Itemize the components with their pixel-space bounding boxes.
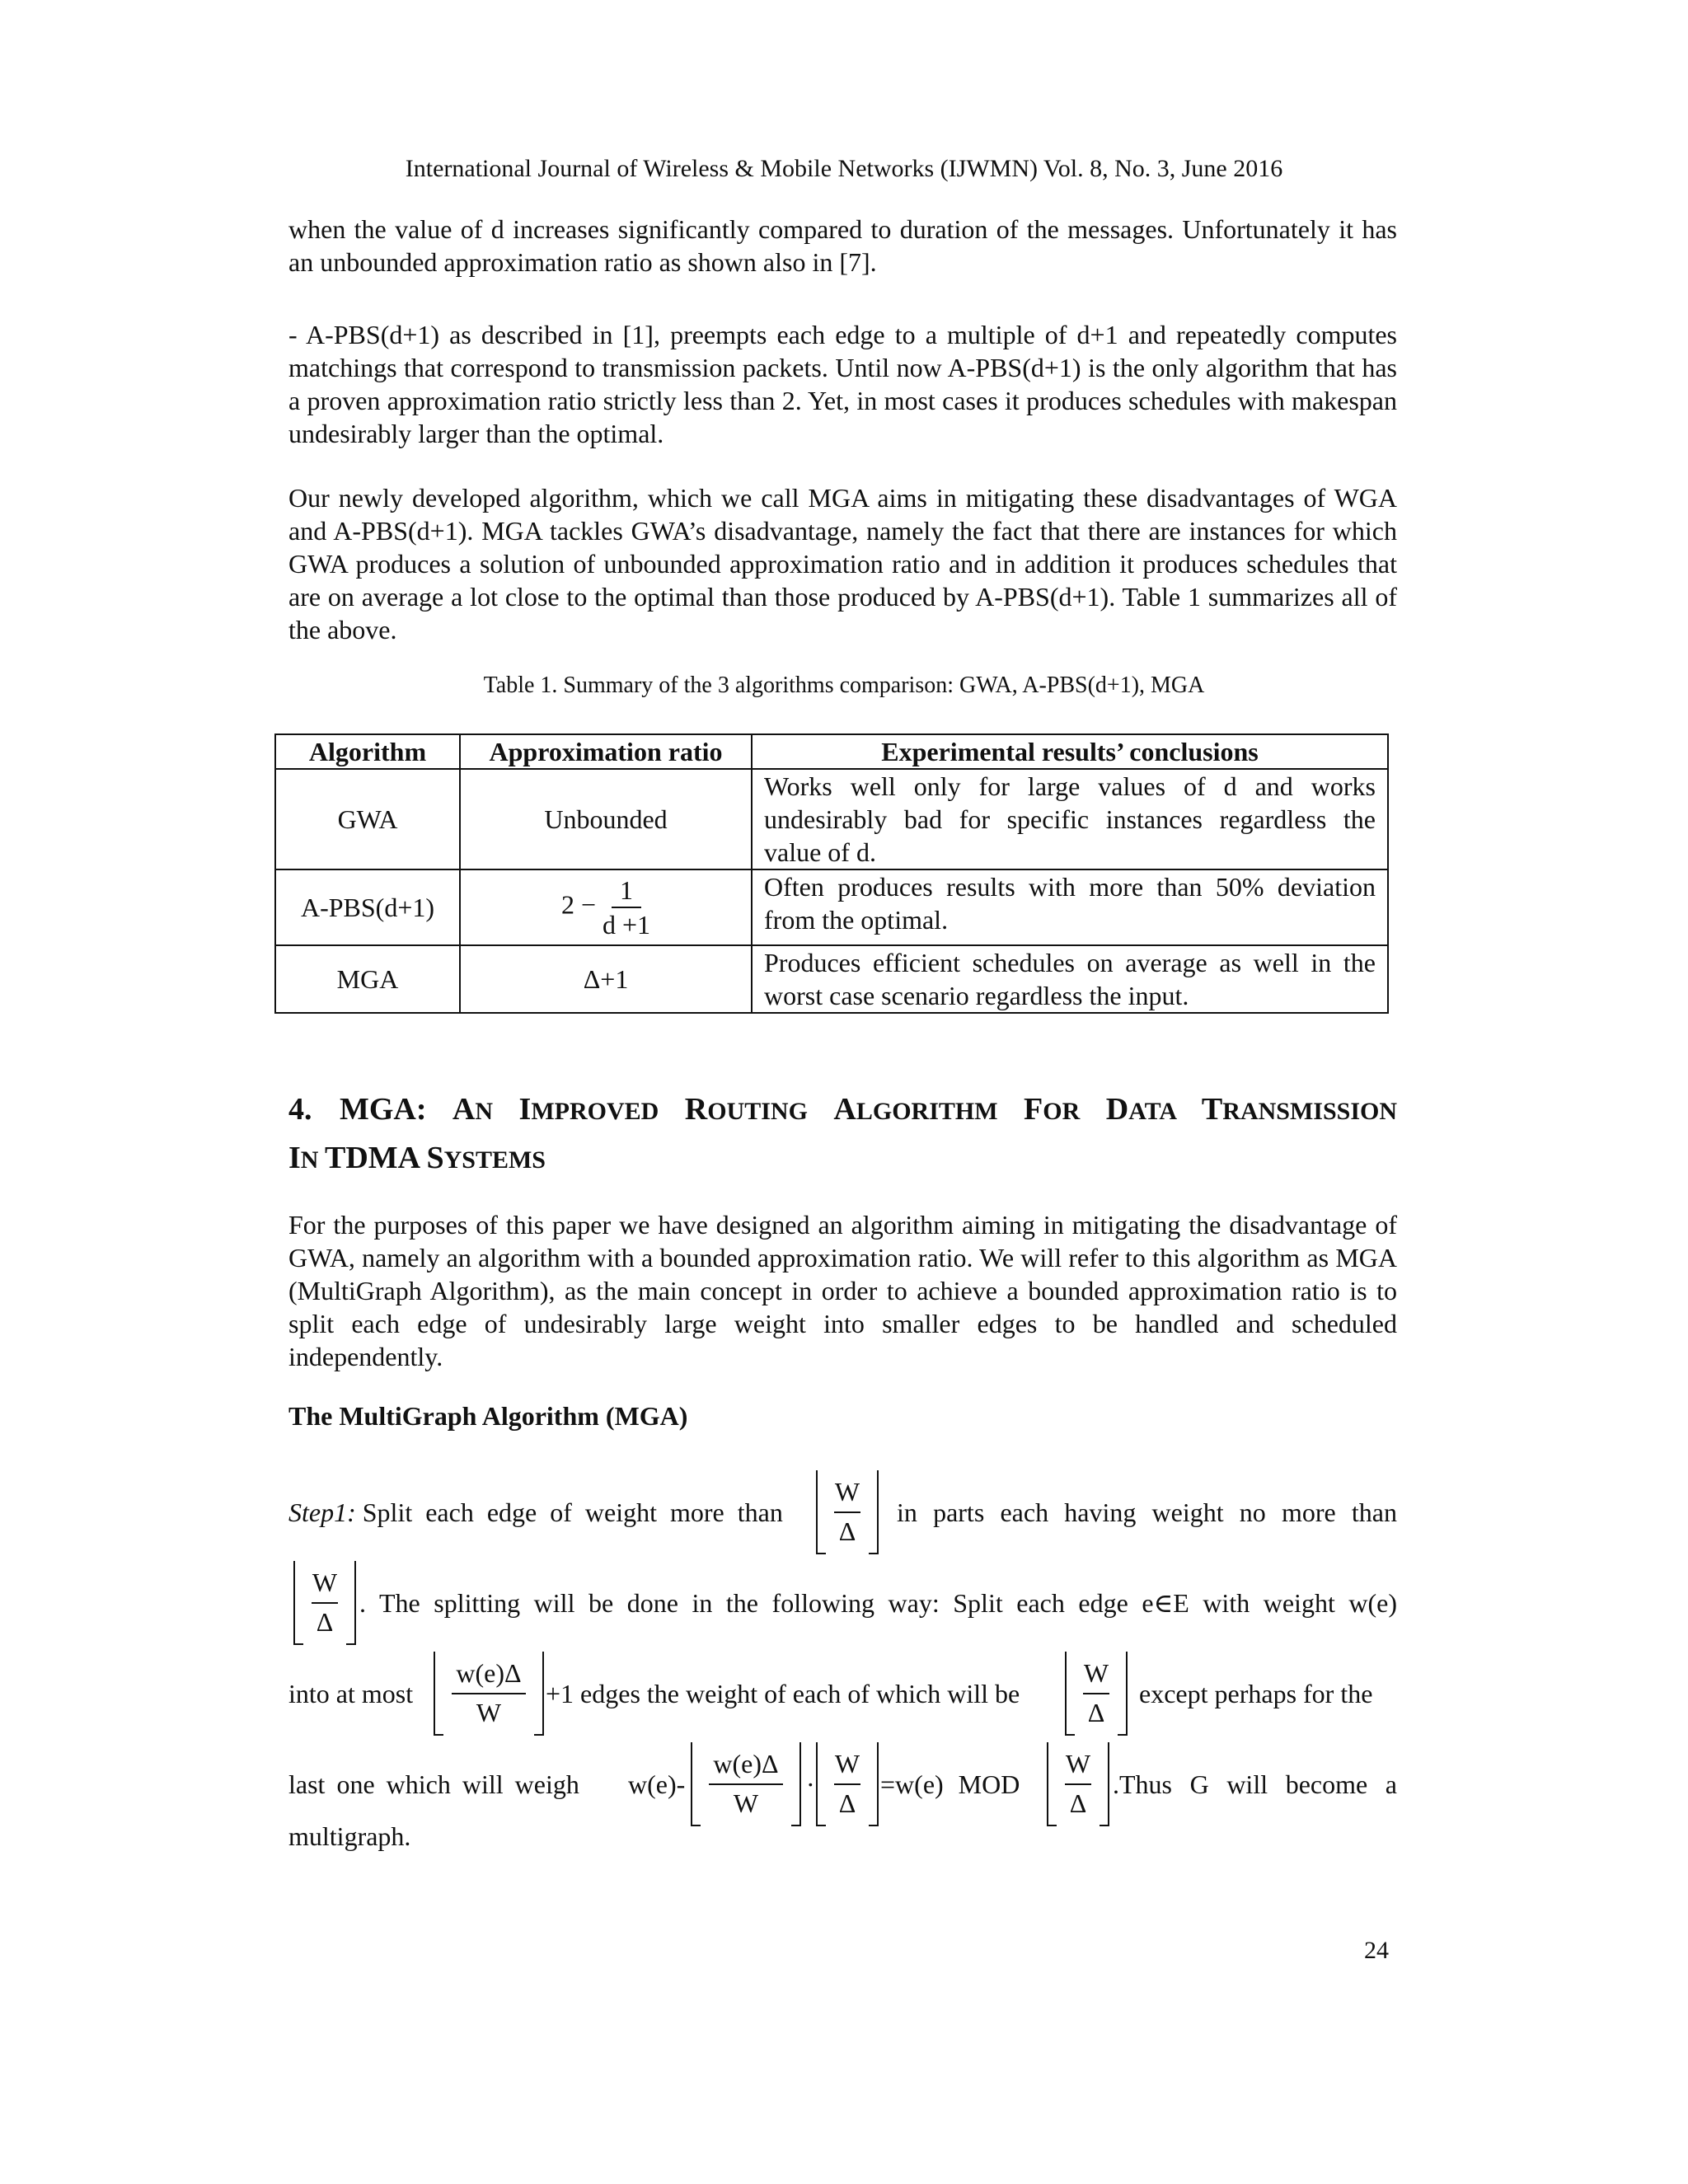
floor-fraction xyxy=(816,1739,879,1830)
step1-line-2 xyxy=(288,1558,1397,1648)
floor-fraction xyxy=(691,1739,801,1830)
heading-line-2 xyxy=(288,1135,1397,1183)
heading-smallcaps: ATA xyxy=(1128,1098,1202,1125)
cell-conclusion: Produces efficient schedules on average as well in the worst case scenario regardless the input. xyxy=(752,945,1388,1013)
summary-table xyxy=(274,733,1389,1014)
table-row xyxy=(275,869,1388,945)
paragraph-1: when the value of d increases significantly compared to duration of the messages. Unfortunately it has an unbounded approximation ratio as shown also in [7]. xyxy=(288,214,1397,277)
fraction-numerator: W xyxy=(1065,1749,1091,1779)
cell-ratio: Δ+1 xyxy=(460,945,752,1013)
fraction-numerator: W xyxy=(312,1568,338,1597)
fraction-numerator: w(e)Δ xyxy=(713,1749,779,1779)
fraction-numerator: W xyxy=(834,1749,860,1779)
page-number: 24 xyxy=(1364,1937,1389,1964)
fraction-denominator: W xyxy=(476,1698,502,1727)
cell-algorithm: MGA xyxy=(275,945,460,1013)
cell-algorithm: A-PBS(d+1) xyxy=(275,869,460,945)
fraction-denominator: Δ xyxy=(838,1788,856,1818)
heading-smallcaps: N xyxy=(300,1146,325,1174)
step1-line-4 xyxy=(288,1739,1397,1830)
paragraph-2: - A-PBS(d+1) as described in [1], preempts each edge to a multiple of d+1 and repeatedly computes matchings that correspond to transmission packets. Until now A-PBS(d+1) is the only algorithm that has a proven approximation ratio strictly less than 2. Yet, in most cases it produces schedules with makespan undesirably larger than the optimal. xyxy=(288,320,1397,448)
heading-smallcaps: RANSMISSION xyxy=(1222,1098,1397,1125)
ratio-fraction xyxy=(603,874,650,941)
step1-text: . The splitting will be done in the following way: Split each edge e∈E with weight w(e) xyxy=(359,1588,1397,1618)
heading-smallcaps: OUTING xyxy=(707,1098,834,1125)
paragraph-4: For the purposes of this paper we have designed an algorithm aiming in mitigating the disadvantage of GWA, namely an algorithm with a bounded approximation ratio. We will refer to this algorithm as MGA (MultiGraph Algorithm), as the main concept in order to achieve a bounded approximation ratio is to split each edge of undesirably large weight into smaller edges to be handled and scheduled independently. xyxy=(288,1210,1397,1371)
heading-smallcaps: N xyxy=(475,1098,519,1125)
heading-cap: D xyxy=(1105,1092,1129,1127)
heading-smallcaps: OR xyxy=(1043,1098,1106,1125)
step1-line-3 xyxy=(288,1648,1397,1739)
heading-cap: TDMA xyxy=(324,1141,427,1175)
section-number: 4. MGA: xyxy=(288,1092,452,1127)
heading-smallcaps: MPROVED xyxy=(531,1098,685,1125)
fraction-denominator: Δ xyxy=(1087,1698,1105,1727)
step1-text: .Thus G will become a xyxy=(1113,1769,1397,1799)
cell-conclusion: Works well only for large values of d and works undesirably bad for specific instances regardless the value of d. xyxy=(752,769,1388,869)
cell-algorithm: GWA xyxy=(275,769,460,869)
ratio-prefix: 2 − xyxy=(560,889,596,920)
step1-text-c xyxy=(359,1558,1397,1648)
heading-cap: T xyxy=(1201,1092,1223,1127)
heading-smallcaps: YSTEMS xyxy=(443,1146,546,1174)
journal-header: International Journal of Wireless & Mobile Networks (IJWMN) Vol. 8, No. 3, June 2016 xyxy=(405,155,1283,182)
step1-label: Step1: xyxy=(288,1497,356,1527)
step1-intro xyxy=(288,1467,783,1558)
heading-cap: A xyxy=(452,1092,476,1127)
fraction-numerator: W xyxy=(1083,1658,1109,1688)
fraction-numerator: W xyxy=(834,1477,860,1507)
step1-text: w(e)- xyxy=(628,1769,686,1799)
heading-smallcaps: LGORITHM xyxy=(856,1098,1025,1125)
header-algorithm: Algorithm xyxy=(275,734,460,769)
cell-ratio: Unbounded xyxy=(460,769,752,869)
floor-fraction xyxy=(1047,1739,1109,1830)
step1-text: into at most xyxy=(288,1678,414,1708)
fraction-denominator: Δ xyxy=(838,1516,856,1546)
subheading: The MultiGraph Algorithm (MGA) xyxy=(288,1401,688,1431)
table-row xyxy=(275,945,1388,1013)
floor-fraction xyxy=(434,1648,544,1739)
step1-text: +1 edges the weight of each of which will be xyxy=(546,1678,1020,1708)
heading-cap: I xyxy=(518,1092,532,1127)
step1-line-1 xyxy=(288,1467,1397,1558)
step1-text: except perhaps for the xyxy=(1139,1678,1373,1708)
step1-text: in parts each having weight no more than xyxy=(897,1497,1397,1527)
heading-cap: A xyxy=(833,1092,856,1127)
fraction-denominator: Δ xyxy=(1069,1788,1087,1818)
heading-cap: F xyxy=(1024,1092,1043,1127)
step1-text-k xyxy=(1113,1739,1397,1830)
fraction-denominator: Δ xyxy=(316,1607,334,1637)
floor-fraction xyxy=(816,1467,879,1558)
floor-fraction xyxy=(1065,1648,1128,1739)
multiply-dot: · xyxy=(806,1769,815,1799)
step1-text: last one which will weigh xyxy=(288,1769,579,1799)
cell-conclusion: Often produces results with more than 50% deviation from the optimal. xyxy=(752,869,1388,945)
header-conclusions: Experimental results’ conclusions xyxy=(752,734,1388,769)
cell-ratio xyxy=(460,869,752,945)
ratio-denominator: d +1 xyxy=(603,910,651,940)
table-caption: Table 1. Summary of the 3 algorithms comparison: GWA, A-PBS(d+1), MGA xyxy=(483,673,1205,698)
paragraph-3: Our newly developed algorithm, which we call MGA aims in mitigating these disadvantages of WGA and A-PBS(d+1). MGA tackles GWA’s disadvantage, namely the fact that there are instances for which GWA produces a solution of unbounded approximation ratio and in addition it produces schedules that are on average a lot close to the optimal than those produced by A-PBS(d+1). Table 1 summarizes all of the above. xyxy=(288,483,1397,644)
heading-cap: R xyxy=(684,1092,708,1127)
fraction-numerator: w(e)Δ xyxy=(456,1658,522,1688)
step1-text-b xyxy=(897,1467,1397,1558)
table-row xyxy=(275,769,1388,869)
fraction-denominator: W xyxy=(733,1788,759,1818)
heading-cap: S xyxy=(426,1141,444,1175)
step1-final: multigraph. xyxy=(288,1821,411,1851)
ratio-numerator: 1 xyxy=(612,874,641,908)
header-ratio: Approximation ratio xyxy=(460,734,752,769)
table-header-row xyxy=(275,734,1388,769)
floor-fraction xyxy=(293,1558,356,1648)
step1-text: Split each edge of weight more than xyxy=(362,1497,783,1527)
heading-cap: I xyxy=(288,1141,301,1175)
step1-text: =w(e) MOD xyxy=(880,1769,1020,1799)
section-heading xyxy=(288,1086,1397,1183)
